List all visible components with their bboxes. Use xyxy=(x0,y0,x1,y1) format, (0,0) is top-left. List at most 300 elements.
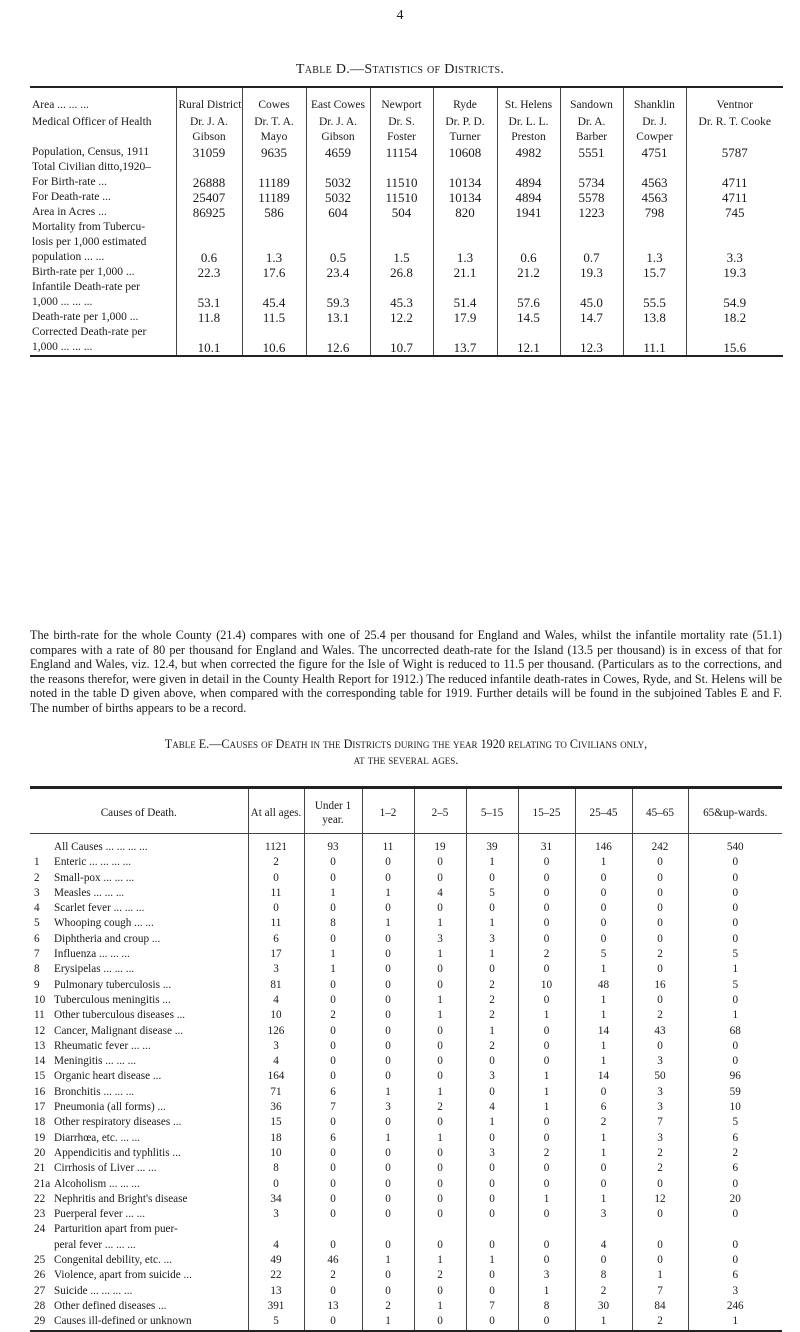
table-d-cell xyxy=(433,220,497,235)
table-d-row xyxy=(30,205,783,220)
table-e-cell: 0 xyxy=(518,1024,575,1039)
table-e-cell xyxy=(466,1222,518,1237)
district-header: Rural District xyxy=(176,88,242,113)
cause-label: Meningitis ... ... ... xyxy=(54,1055,137,1068)
table-d-cell: 3.3 xyxy=(686,250,783,265)
table-e-cell: 1 xyxy=(362,1085,414,1100)
table-e-row xyxy=(30,993,782,1008)
cause-label: Enteric ... ... ... ... xyxy=(54,856,132,869)
table-d-cell xyxy=(433,280,497,295)
table-e-cell: 10 xyxy=(248,1008,304,1023)
table-e-cell xyxy=(248,1222,304,1237)
table-e-cell: 0 xyxy=(304,978,362,993)
table-e-cell: 0 xyxy=(304,1115,362,1130)
table-e-cell: 0 xyxy=(518,1238,575,1253)
table-e-header: Causes of Death. xyxy=(30,788,248,834)
table-d-cell: 4982 xyxy=(497,145,560,160)
table-e-cell: 3 xyxy=(575,1207,632,1222)
table-d-cell: 4894 xyxy=(497,175,560,190)
table-e-cell: 0 xyxy=(248,901,304,916)
cause-number: 24 xyxy=(34,1223,46,1236)
table-e-cell: 0 xyxy=(362,978,414,993)
table-e-cell: 16 xyxy=(632,978,688,993)
table-d-cell: 45.4 xyxy=(242,295,306,310)
table-e-cell: 0 xyxy=(248,871,304,886)
cause-label: Nephritis and Bright's disease xyxy=(54,1192,188,1205)
cause-label: Pulmonary tuberculosis ... xyxy=(54,978,172,991)
table-d-cell: 504 xyxy=(370,205,433,220)
table-d-cell xyxy=(176,220,242,235)
table-e-cell: 93 xyxy=(304,834,362,856)
table-e-header: 1–2 xyxy=(362,788,414,834)
cause-number: 4 xyxy=(34,902,40,915)
table-e-cell: 36 xyxy=(248,1100,304,1115)
table-d-cell: 13.8 xyxy=(623,310,686,325)
table-d-cell xyxy=(242,325,306,340)
table-d-cell: 4894 xyxy=(497,190,560,205)
table-e-header: 45–65 xyxy=(632,788,688,834)
table-e-cell: 0 xyxy=(362,1268,414,1283)
table-e-cell: 4 xyxy=(248,1054,304,1069)
table-d-cell: Dr. J. A. Gibson xyxy=(176,113,242,145)
table-d-cell xyxy=(433,325,497,340)
table-e-cell: 0 xyxy=(362,1146,414,1161)
cause-label: Congenital debility, etc. ... xyxy=(54,1254,172,1267)
table-e-cell: 0 xyxy=(414,1161,466,1176)
cause-number: 13 xyxy=(34,1039,46,1052)
table-e-cell: 1 xyxy=(518,1192,575,1207)
table-e-cell: 1 xyxy=(414,1085,466,1100)
table-e-header: 2–5 xyxy=(414,788,466,834)
body-paragraph: The birth-rate for the whole County (21.4) compares with one of 25.4 per thousand for England and Wales, whilst the infantile mortality rate (51.1) compares with a rate of 80 per thousand for England and Wales. The uncorrected death-rate for the Island (13.5 per thousand) is in excess of that for England and Wales, viz. 12.4, but when corrected the figure for the Isle of Wight is reduced to 11.5 per thousand. (Particulars as to the corrections, and the reasons therefor, were given in detail in the County Health Report for 1912.) The reduced infantile death-rates in Cowes, Ryde, and St. Helens will be noted in the table D given above, when compared with the corresponding table for 1919. Further details will be found in the subjoined Tables E and F. The number of births appears to be a record. xyxy=(30,628,782,715)
table-e-cell: 1 xyxy=(304,947,362,962)
district-header: Sandown xyxy=(560,88,623,113)
table-d-cell xyxy=(176,325,242,340)
table-e-cell: 0 xyxy=(414,1054,466,1069)
cause-label: Pneumonia (all forms) ... xyxy=(54,1101,166,1114)
table-d-row-label: losis per 1,000 estimated xyxy=(32,236,147,248)
table-e-cell: 1 xyxy=(518,1085,575,1100)
table-e-cell: 0 xyxy=(466,1207,518,1222)
table-e-cell: 0 xyxy=(414,1238,466,1253)
table-d-cell xyxy=(686,235,783,250)
table-e-cell: 0 xyxy=(688,901,782,916)
table-e-cell: 18 xyxy=(248,1131,304,1146)
table-d-cell: 820 xyxy=(433,205,497,220)
table-e-cell xyxy=(414,1222,466,1237)
table-d-cell: 0.5 xyxy=(306,250,370,265)
table-e-row xyxy=(30,916,782,931)
table-e-cell: 0 xyxy=(466,1314,518,1330)
table-d-cell xyxy=(560,220,623,235)
table-e-row xyxy=(30,834,782,856)
table-e-cell: 1 xyxy=(466,916,518,931)
table-e-row xyxy=(30,855,782,870)
table-e-cell: 1 xyxy=(362,1131,414,1146)
cause-label: Other tuberculous diseases ... xyxy=(54,1009,186,1022)
table-e-cell xyxy=(688,1222,782,1237)
district-header: St. Helens xyxy=(497,88,560,113)
table-e-header: 65&up-wards. xyxy=(688,788,782,834)
table-d-row xyxy=(30,175,783,190)
table-e-row xyxy=(30,947,782,962)
table-e-cell: 34 xyxy=(248,1192,304,1207)
table-e-cell: 0 xyxy=(466,1268,518,1283)
table-d-cell xyxy=(623,160,686,175)
table-e-cell: 242 xyxy=(632,834,688,856)
table-d-cell xyxy=(370,280,433,295)
table-d-cell xyxy=(306,235,370,250)
table-e-cell: 1 xyxy=(575,1008,632,1023)
table-d-cell: 45.3 xyxy=(370,295,433,310)
table-d-cell xyxy=(306,220,370,235)
table-d-cell xyxy=(497,280,560,295)
table-d-row xyxy=(30,220,783,235)
table-e-cell: 5 xyxy=(688,947,782,962)
table-d xyxy=(30,86,783,357)
table-e-cell: 1 xyxy=(414,1008,466,1023)
table-e-cell: 0 xyxy=(688,932,782,947)
table-e-cell: 6 xyxy=(248,932,304,947)
table-e-cell: 2 xyxy=(304,1268,362,1283)
table-d-cell: 59.3 xyxy=(306,295,370,310)
table-e-cell: 1 xyxy=(414,993,466,1008)
table-d-cell: 1.5 xyxy=(370,250,433,265)
table-e-row xyxy=(30,871,782,886)
table-d-cell xyxy=(242,220,306,235)
table-e-cell: 31 xyxy=(518,834,575,856)
table-d-row-label: 1,000 ... ... ... xyxy=(30,340,176,356)
table-d-cell: 53.1 xyxy=(176,295,242,310)
table-e-header: 5–15 xyxy=(466,788,518,834)
cause-number: 27 xyxy=(34,1284,46,1297)
table-e-cell: 0 xyxy=(414,1069,466,1084)
table-e-cell: 3 xyxy=(466,932,518,947)
table-e-cell: 126 xyxy=(248,1024,304,1039)
table-e-cell: 0 xyxy=(688,855,782,870)
table-d-row xyxy=(30,295,783,310)
cause-label: Alcoholism ... ... ... xyxy=(54,1177,140,1190)
table-e-cell: 1 xyxy=(575,855,632,870)
table-e-cell: 0 xyxy=(414,978,466,993)
cause-number: 20 xyxy=(34,1146,46,1159)
table-e-cell: 14 xyxy=(575,1069,632,1084)
table-e-cell: 0 xyxy=(414,901,466,916)
table-e-cell: 17 xyxy=(248,947,304,962)
table-e-cell: 0 xyxy=(518,1314,575,1330)
table-d-cell: Dr. J. A. Gibson xyxy=(306,113,370,145)
table-e-cell: 2 xyxy=(688,1146,782,1161)
table-e-cell: 0 xyxy=(414,855,466,870)
table-e-cell: 246 xyxy=(688,1299,782,1314)
cause-number: 18 xyxy=(34,1116,46,1129)
table-e-cell: 0 xyxy=(362,962,414,977)
table-e-row xyxy=(30,1253,782,1268)
table-d-cell xyxy=(370,220,433,235)
table-e-cell: 10 xyxy=(688,1100,782,1115)
table-d-cell: 26.8 xyxy=(370,265,433,280)
cause-number: 5 xyxy=(34,917,40,930)
table-d-cell: 11.1 xyxy=(623,340,686,356)
table-e-cell: 4 xyxy=(466,1100,518,1115)
table-e-cell: 0 xyxy=(304,1177,362,1192)
table-d-cell: 1.3 xyxy=(623,250,686,265)
table-e-cell: 2 xyxy=(466,1039,518,1054)
table-e-cell: 3 xyxy=(688,1284,782,1299)
table-e-cell: 0 xyxy=(518,855,575,870)
table-e-cell: 0 xyxy=(632,886,688,901)
table-e-cell: 20 xyxy=(688,1192,782,1207)
table-e-row xyxy=(30,1039,782,1054)
table-e-cell: 2 xyxy=(632,1008,688,1023)
table-e-cell: 0 xyxy=(362,932,414,947)
table-d-row-label: population ... ... xyxy=(32,251,105,263)
table-d-row xyxy=(30,250,783,265)
cause-number: 2 xyxy=(34,871,40,884)
table-e-cell: 1 xyxy=(414,947,466,962)
table-e-cell: 1 xyxy=(414,1299,466,1314)
table-e-cell: 0 xyxy=(688,1177,782,1192)
table-e-cell: 71 xyxy=(248,1085,304,1100)
table-e-cell: 2 xyxy=(575,1284,632,1299)
table-e-cell: 0 xyxy=(362,1161,414,1176)
cause-number: 7 xyxy=(34,948,40,961)
table-e-cell: 1 xyxy=(466,947,518,962)
table-d-cell: 1223 xyxy=(560,205,623,220)
cause-number: 26 xyxy=(34,1269,46,1282)
table-d-cell: 57.6 xyxy=(497,295,560,310)
table-d-row-label: 1,000 ... ... ... xyxy=(32,296,93,308)
table-e-cell: 0 xyxy=(466,962,518,977)
table-d-cell: 12.6 xyxy=(306,340,370,356)
table-e-cell: 0 xyxy=(414,1177,466,1192)
table-d-cell xyxy=(306,325,370,340)
table-e-row xyxy=(30,1299,782,1314)
cause-number: 16 xyxy=(34,1085,46,1098)
table-e-cell: 0 xyxy=(632,901,688,916)
cause-label: Whooping cough ... ... xyxy=(54,917,154,930)
table-e-cell: 0 xyxy=(414,1192,466,1207)
table-d-cell: 14.5 xyxy=(497,310,560,325)
table-d-cell: 0.7 xyxy=(560,250,623,265)
table-e-header: Under 1 year. xyxy=(304,788,362,834)
table-e-cell: 0 xyxy=(304,901,362,916)
table-d-row-label: Population, Census, 1911 xyxy=(32,146,150,158)
cause-number: 1 xyxy=(34,856,40,869)
table-e-row xyxy=(30,1161,782,1176)
table-d-cell xyxy=(560,235,623,250)
table-e-header-row xyxy=(30,788,782,834)
table-e-cell: 3 xyxy=(362,1100,414,1115)
table-d-cell: 14.7 xyxy=(560,310,623,325)
table-e-cell: 0 xyxy=(414,1314,466,1330)
table-e-cell: 2 xyxy=(518,947,575,962)
table-e-cell: 0 xyxy=(304,855,362,870)
table-e-cell: 5 xyxy=(575,947,632,962)
table-e-cell: 1121 xyxy=(248,834,304,856)
table-d-cell: 10.1 xyxy=(176,340,242,356)
table-e-cell: 39 xyxy=(466,834,518,856)
table-e-cell: 1 xyxy=(575,993,632,1008)
table-e-cell: 0 xyxy=(518,1039,575,1054)
table-e-cell: 0 xyxy=(688,1039,782,1054)
table-e-cell: 84 xyxy=(632,1299,688,1314)
table-e-cell: 0 xyxy=(632,1207,688,1222)
table-e-cell: 3 xyxy=(518,1268,575,1283)
table-e-cell: 4 xyxy=(248,1238,304,1253)
table-d-cell: 18.2 xyxy=(686,310,783,325)
table-e-cell: 6 xyxy=(688,1161,782,1176)
table-d-cell: 745 xyxy=(686,205,783,220)
cause-label: Influenza ... ... ... xyxy=(54,948,130,961)
table-d-cell xyxy=(433,160,497,175)
table-d-cell: 31059 xyxy=(176,145,242,160)
table-e-cell: 10 xyxy=(518,978,575,993)
table-d-cell: 23.4 xyxy=(306,265,370,280)
table-d-cell xyxy=(306,160,370,175)
table-d-cell: 5032 xyxy=(306,190,370,205)
table-d-row xyxy=(30,160,783,175)
table-e-cell: 0 xyxy=(362,1069,414,1084)
table-d-cell: 19.3 xyxy=(686,265,783,280)
table-d-cell xyxy=(176,280,242,295)
table-e-cell: 0 xyxy=(362,1284,414,1299)
table-e-cell: 0 xyxy=(466,1085,518,1100)
table-e-cell: 1 xyxy=(632,1268,688,1283)
table-e-cell: 0 xyxy=(362,1192,414,1207)
table-d-row-label: Mortality from Tubercu- xyxy=(32,221,146,233)
table-e-cell: 11 xyxy=(362,834,414,856)
table-d-row xyxy=(30,265,783,280)
table-e-row xyxy=(30,1192,782,1207)
table-e-cell: 0 xyxy=(688,1207,782,1222)
table-e-cell: 1 xyxy=(688,1008,782,1023)
table-d-cell: 11510 xyxy=(370,175,433,190)
table-d-cell xyxy=(560,160,623,175)
table-d-cell: 9635 xyxy=(242,145,306,160)
table-d-cell: Dr. R. T. Cooke xyxy=(686,113,783,145)
table-e-cell: 0 xyxy=(632,932,688,947)
table-e-cell: 7 xyxy=(304,1100,362,1115)
page-number: 4 xyxy=(396,8,404,23)
table-d-cell: 13.7 xyxy=(433,340,497,356)
district-header: Ventnor xyxy=(686,88,783,113)
cause-label: Organic heart disease ... xyxy=(54,1070,162,1083)
table-e-cell: 1 xyxy=(688,1314,782,1330)
table-d-cell: 4659 xyxy=(306,145,370,160)
table-d-cell: 15.6 xyxy=(686,340,783,356)
table-d-cell: 10134 xyxy=(433,175,497,190)
table-d-cell: 25407 xyxy=(176,190,242,205)
table-e-row xyxy=(30,1054,782,1069)
table-d-cell: 21.1 xyxy=(433,265,497,280)
table-e-cell: 81 xyxy=(248,978,304,993)
table-e-cell: 96 xyxy=(688,1069,782,1084)
table-e-cell: 8 xyxy=(518,1299,575,1314)
table-e-header: 15–25 xyxy=(518,788,575,834)
table-e-cell: 1 xyxy=(304,962,362,977)
table-e-row xyxy=(30,1284,782,1299)
table-e-cell: 0 xyxy=(304,932,362,947)
cause-number: 10 xyxy=(34,993,46,1006)
table-e-cell: 0 xyxy=(575,932,632,947)
table-e-cell: 12 xyxy=(632,1192,688,1207)
table-d-cell xyxy=(242,160,306,175)
table-e-cell: 0 xyxy=(688,871,782,886)
table-d-row xyxy=(30,280,783,295)
table-e-cell: 0 xyxy=(362,1115,414,1130)
table-e-row xyxy=(30,1069,782,1084)
table-d-cell xyxy=(497,160,560,175)
cause-number: 29 xyxy=(30,1314,52,1330)
table-e-cell: 1 xyxy=(518,1284,575,1299)
table-e-row xyxy=(30,1100,782,1115)
table-e-cell: 1 xyxy=(362,1253,414,1268)
table-e-cell: 1 xyxy=(518,1100,575,1115)
cause-label: Other defined diseases ... xyxy=(54,1299,167,1312)
cause-label: Small-pox ... ... ... xyxy=(54,871,135,884)
table-e-cell: 13 xyxy=(304,1299,362,1314)
table-e-cell xyxy=(304,1222,362,1237)
cause-label: Tuberculous meningitis ... xyxy=(54,993,171,1006)
table-d-cell: 4563 xyxy=(623,175,686,190)
table-d-cell: 45.0 xyxy=(560,295,623,310)
table-e-cell: 0 xyxy=(518,1253,575,1268)
table-e-cell: 0 xyxy=(518,932,575,947)
table-d-row-label: Area in Acres ... xyxy=(32,206,107,218)
cause-label: Other respiratory diseases ... xyxy=(54,1116,182,1129)
table-e-cell: 2 xyxy=(414,1268,466,1283)
cause-number: 21a xyxy=(34,1177,51,1190)
table-d-cell: 4563 xyxy=(623,190,686,205)
table-e-title-line1: Table E.—Causes of Death in the Districts during the year 1920 relating to Civilians only, xyxy=(164,737,648,751)
table-e-cell: 11 xyxy=(248,886,304,901)
table-d-row-label: Death-rate per 1,000 ... xyxy=(32,311,139,323)
cause-label: Cancer, Malignant disease ... xyxy=(54,1024,184,1037)
table-e-row xyxy=(30,1238,782,1253)
table-e-cell: 0 xyxy=(414,1207,466,1222)
table-e-cell: 0 xyxy=(575,1085,632,1100)
table-e-cell: 0 xyxy=(414,1039,466,1054)
table-e-cell: 3 xyxy=(632,1085,688,1100)
table-e-cell: 1 xyxy=(362,886,414,901)
table-d-cell: 4711 xyxy=(686,175,783,190)
table-d-cell: 1.3 xyxy=(242,250,306,265)
table-e-cell: 3 xyxy=(414,932,466,947)
table-e-row xyxy=(30,1314,782,1330)
table-e-cell: 0 xyxy=(414,1284,466,1299)
table-d-row xyxy=(30,325,783,340)
table-d-cell xyxy=(623,280,686,295)
table-e-cell xyxy=(575,1222,632,1237)
table-d-cell: 86925 xyxy=(176,205,242,220)
table-e-row xyxy=(30,901,782,916)
table-e-row xyxy=(30,1085,782,1100)
table-e-cell: 0 xyxy=(362,871,414,886)
table-e-cell: 4 xyxy=(248,993,304,1008)
table-e-cell xyxy=(518,1222,575,1237)
table-e-row xyxy=(30,1008,782,1023)
table-d-cell: Dr. L. L. Preston xyxy=(497,113,560,145)
table-e-cell: 68 xyxy=(688,1024,782,1039)
table-e-cell: 46 xyxy=(304,1253,362,1268)
table-e-cell: 0 xyxy=(362,1177,414,1192)
table-e-row xyxy=(30,1222,782,1237)
table-d-cell: 11189 xyxy=(242,190,306,205)
table-e-cell: 0 xyxy=(688,993,782,1008)
table-e-cell: 0 xyxy=(304,1024,362,1039)
cause-number: 12 xyxy=(34,1024,46,1037)
